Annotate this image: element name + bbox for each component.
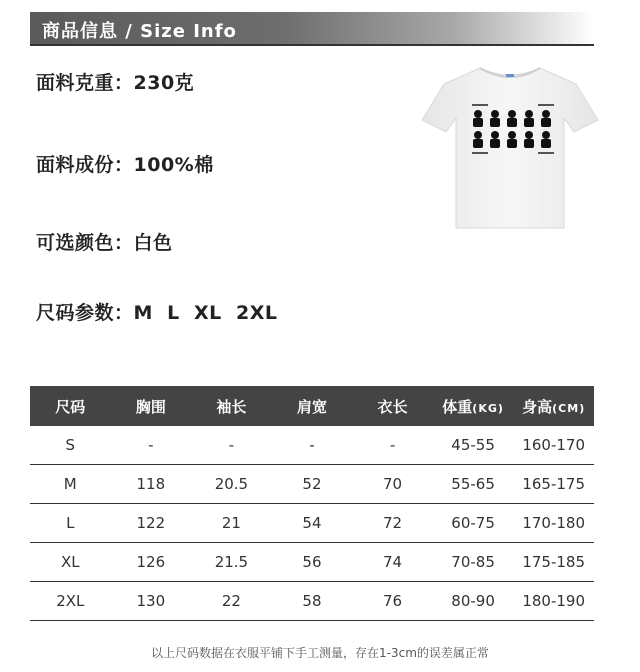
- table-cell: 54: [272, 504, 353, 543]
- table-cell: 56: [272, 543, 353, 582]
- header-cell: 身高(CM): [513, 386, 594, 426]
- table-cell: 165-175: [513, 465, 594, 504]
- spec-fabric-weight: [36, 68, 194, 95]
- table-cell: 70-85: [433, 543, 514, 582]
- table-cell: 118: [111, 465, 192, 504]
- spec-value: M L XL 2XL: [133, 302, 278, 324]
- table-cell: XL: [30, 543, 111, 582]
- spec-value: 100%棉: [133, 154, 214, 176]
- table-cell: 180-190: [513, 582, 594, 621]
- table-cell: 160-170: [513, 426, 594, 465]
- table-cell: 22: [191, 582, 272, 621]
- table-cell: -: [191, 426, 272, 465]
- header-cell: 胸围: [111, 386, 192, 426]
- spec-sizes: [36, 298, 277, 325]
- header-cell: 体重(KG): [433, 386, 514, 426]
- table-cell: L: [30, 504, 111, 543]
- table-cell: -: [111, 426, 192, 465]
- table-cell: 45-55: [433, 426, 514, 465]
- measurement-footnote: 以上尺码数据在衣服平铺下手工测量，存在1-3cm的误差属正常: [151, 646, 489, 660]
- header-title: 商品信息 / Size Info: [42, 21, 237, 42]
- table-cell: 2XL: [30, 582, 111, 621]
- table-cell: 21.5: [191, 543, 272, 582]
- table-row: [30, 504, 594, 543]
- header-cell: 袖长: [191, 386, 272, 426]
- table-cell: 58: [272, 582, 353, 621]
- table-cell: M: [30, 465, 111, 504]
- spec-label: 面料成份：: [36, 154, 134, 176]
- table-cell: 130: [111, 582, 192, 621]
- header-divider: [30, 44, 594, 46]
- spec-value: 230克: [133, 72, 195, 94]
- table-cell: 76: [352, 582, 433, 621]
- table-cell: -: [272, 426, 353, 465]
- size-table-header-row: [30, 386, 594, 426]
- table-cell: 52: [272, 465, 353, 504]
- header-cell: 肩宽: [272, 386, 353, 426]
- table-row: [30, 582, 594, 621]
- table-cell: -: [352, 426, 433, 465]
- table-cell: 70: [352, 465, 433, 504]
- tshirt-image: [418, 62, 602, 232]
- table-cell: S: [30, 426, 111, 465]
- table-cell: 55-65: [433, 465, 514, 504]
- header-cell: 尺码: [30, 386, 111, 426]
- table-cell: 122: [111, 504, 192, 543]
- table-row: [30, 543, 594, 582]
- table-cell: 126: [111, 543, 192, 582]
- header-cell: 衣长: [352, 386, 433, 426]
- spec-fabric-composition: [36, 150, 214, 177]
- table-cell: 80-90: [433, 582, 514, 621]
- spec-label: 面料克重：: [36, 72, 134, 94]
- spec-value: 白色: [133, 232, 173, 254]
- table-cell: 72: [352, 504, 433, 543]
- spec-color: [36, 228, 173, 255]
- table-cell: 74: [352, 543, 433, 582]
- table-cell: 175-185: [513, 543, 594, 582]
- header-bar: [30, 12, 594, 44]
- table-cell: 20.5: [191, 465, 272, 504]
- size-table: [30, 386, 594, 621]
- table-row: [30, 465, 594, 504]
- table-cell: 21: [191, 504, 272, 543]
- spec-label: 尺码参数：: [36, 302, 134, 324]
- table-row: [30, 426, 594, 465]
- table-cell: 60-75: [433, 504, 514, 543]
- table-cell: 170-180: [513, 504, 594, 543]
- spec-label: 可选颜色：: [36, 232, 134, 254]
